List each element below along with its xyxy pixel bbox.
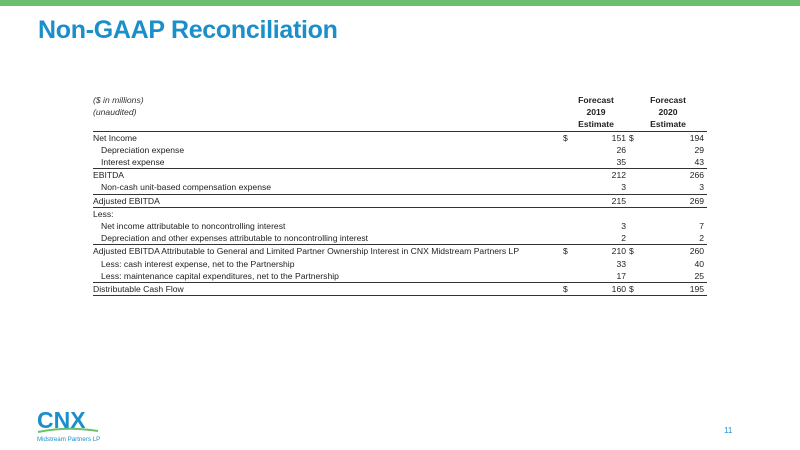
- currency-symbol-2020: [629, 207, 641, 220]
- table-body: [93, 94, 707, 296]
- value-2019: 3: [621, 221, 627, 232]
- row-label: Net income attributable to noncontrolling interest: [101, 221, 286, 232]
- row-label: EBITDA: [93, 169, 563, 182]
- currency-symbol-2020: [629, 270, 641, 283]
- row-label: Adjusted EBITDA Attributable to General and Limited Partner Ownership Interest in CNX Midstream Partners LP: [93, 245, 563, 258]
- currency-symbol-2019: $: [563, 283, 575, 296]
- currency-symbol-2019: [563, 258, 575, 270]
- row-label: Non-cash unit-based compensation expense: [101, 182, 272, 193]
- table-row: [93, 232, 707, 245]
- row-label: Less: maintenance capital expenditures, net to the Partnership: [101, 270, 339, 281]
- currency-symbol-2020: [629, 232, 641, 245]
- value-2020: 2: [699, 233, 705, 244]
- table-row: [93, 144, 707, 156]
- table-row: [93, 207, 707, 220]
- row-label: Interest expense: [101, 157, 165, 168]
- currency-symbol-2019: [563, 270, 575, 283]
- currency-symbol-2020: [629, 181, 641, 194]
- row-label: Depreciation and other expenses attributable to noncontrolling interest: [101, 233, 369, 244]
- header-audit-label: (unaudited): [93, 107, 137, 118]
- value-2019: 17: [616, 270, 627, 281]
- value-2020: 194: [641, 131, 707, 144]
- value-2020: 3: [699, 182, 705, 193]
- reconciliation-table-container: [93, 94, 707, 296]
- value-2020: 29: [694, 144, 705, 155]
- header-row: [93, 94, 707, 106]
- value-2020: [641, 207, 707, 220]
- value-2020: 25: [694, 270, 705, 281]
- column-header-2019-year: 2019: [586, 107, 606, 118]
- currency-symbol-2020: $: [629, 245, 641, 258]
- value-2020: 260: [641, 245, 707, 258]
- currency-symbol-2019: [563, 232, 575, 245]
- column-header-2020-year: 2020: [658, 107, 678, 118]
- header-units-label: ($ in millions): [93, 95, 144, 105]
- value-2020: 43: [694, 157, 705, 168]
- value-2019: 160: [575, 283, 629, 296]
- header-row: [93, 118, 707, 131]
- value-2019: [575, 207, 629, 220]
- currency-symbol-2019: [563, 169, 575, 182]
- slide-title: Non-GAAP Reconciliation: [38, 16, 338, 44]
- currency-symbol-2020: [629, 258, 641, 270]
- row-label: Less:: [93, 207, 563, 220]
- currency-symbol-2020: [629, 144, 641, 156]
- value-2020: 7: [699, 221, 705, 232]
- currency-symbol-2019: [563, 156, 575, 169]
- table-row: [93, 156, 707, 169]
- currency-symbol-2019: [563, 181, 575, 194]
- currency-symbol-2020: $: [629, 131, 641, 144]
- table-row: [93, 220, 707, 232]
- table-row: [93, 270, 707, 283]
- table-row: [93, 131, 707, 144]
- header-blank: [93, 118, 563, 131]
- cnx-logo-icon: [36, 404, 126, 444]
- currency-symbol-2020: [629, 194, 641, 207]
- value-2020: 195: [641, 283, 707, 296]
- row-label: Adjusted EBITDA: [93, 194, 563, 207]
- column-header-2020: Forecast: [650, 95, 686, 105]
- row-label: Less: cash interest expense, net to the Partnership: [101, 258, 295, 269]
- value-2019: 210: [575, 245, 629, 258]
- currency-symbol-2019: [563, 144, 575, 156]
- value-2019: 26: [616, 144, 627, 155]
- currency-symbol-2019: [563, 220, 575, 232]
- value-2019: 35: [616, 157, 627, 168]
- top-accent-bar: [0, 0, 800, 6]
- currency-symbol-2020: $: [629, 283, 641, 296]
- value-2019: 212: [575, 169, 629, 182]
- column-header-2020-estimate: Estimate: [650, 119, 686, 130]
- table-row: [93, 194, 707, 207]
- currency-symbol-2019: [563, 194, 575, 207]
- value-2020: 40: [694, 258, 705, 269]
- table-row: [93, 169, 707, 182]
- table-row: [93, 245, 707, 258]
- currency-symbol-2019: $: [563, 245, 575, 258]
- currency-symbol-2020: [629, 220, 641, 232]
- value-2020: 269: [641, 194, 707, 207]
- logo-wordmark: CNX: [37, 407, 86, 433]
- value-2019: 151: [575, 131, 629, 144]
- currency-symbol-2019: [563, 207, 575, 220]
- currency-symbol-2020: [629, 169, 641, 182]
- value-2019: 33: [616, 258, 627, 269]
- value-2019: 2: [621, 233, 627, 244]
- header-row: [93, 106, 707, 118]
- value-2019: 215: [575, 194, 629, 207]
- currency-symbol-2020: [629, 156, 641, 169]
- reconciliation-table: [93, 94, 707, 296]
- column-header-2019-estimate: Estimate: [578, 119, 614, 130]
- table-row: [93, 258, 707, 270]
- column-header-2019: Forecast: [578, 95, 614, 105]
- currency-symbol-2019: $: [563, 131, 575, 144]
- value-2019: 3: [621, 182, 627, 193]
- logo-subtitle: Midstream Partners LP: [37, 436, 101, 443]
- row-label: Distributable Cash Flow: [93, 283, 563, 296]
- page-number: 11: [724, 426, 733, 435]
- row-label: Net Income: [93, 131, 563, 144]
- table-row: [93, 283, 707, 296]
- table-row: [93, 181, 707, 194]
- row-label: Depreciation expense: [101, 144, 185, 155]
- value-2020: 266: [641, 169, 707, 182]
